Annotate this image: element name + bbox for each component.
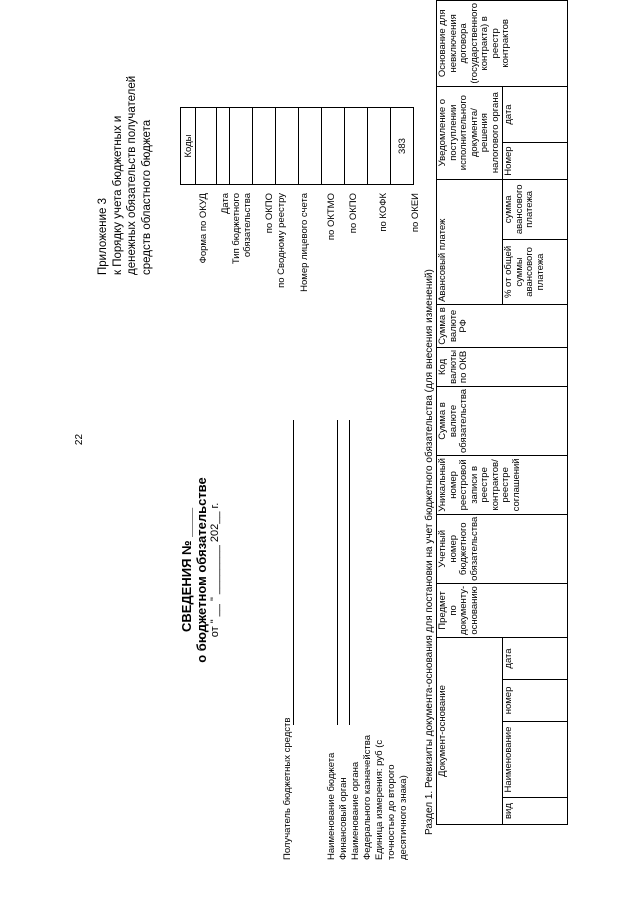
code-label: Номер лицевого счета: [299, 193, 310, 292]
th-sum-currency: Сумма в валюте обязательства: [437, 386, 568, 455]
th-reg-number: Учетный номер бюджетного обязательства: [437, 514, 568, 583]
field-label: Получатель бюджетных средств: [282, 717, 293, 860]
th-subject: Предмет по документу-основанию: [437, 583, 568, 637]
title-line: СВЕДЕНИЯ № ____: [179, 507, 194, 633]
th-notice: Уведомление о поступлении исполнительного документа/ решения налогового органа: [437, 86, 503, 179]
field-recipient: [282, 420, 294, 860]
code-cell: [217, 108, 230, 185]
appendix-line: к Порядку учета бюджетных и: [111, 115, 124, 275]
th-notice-number: Номер: [503, 143, 568, 179]
th-number: номер: [503, 679, 568, 721]
main-table: [436, 0, 568, 825]
th-unique-number: Уникальный номер реестровой записи в реестре контрактов/ реестре соглашений: [437, 456, 568, 515]
title-line: о бюджетном обязательстве: [194, 477, 209, 663]
code-label: по ОКЕИ: [410, 193, 421, 233]
th-notice-date: дата: [503, 86, 568, 143]
field-fin-organ: [338, 420, 350, 860]
appendix-line: Приложение 3: [97, 197, 109, 275]
code-cell: [345, 108, 368, 185]
code-cell-okei: 383: [391, 108, 414, 185]
th-name: Наименование: [503, 721, 568, 797]
th-advance-pct: % от общей суммы авансового платежа: [503, 239, 568, 304]
th-date: дата: [503, 638, 568, 680]
th-doc-basis: Документ-основание: [437, 638, 503, 825]
field-label: Финансовый орган: [338, 777, 349, 860]
code-label: Тип бюджетного обязательства: [231, 193, 253, 265]
th-advance-sum: сумма авансового платежа: [503, 179, 568, 239]
code-label: по Сводному реестру: [276, 193, 287, 288]
th-reason: Основание для невключения договора (государственного контракта) в реестр контрактов: [437, 1, 568, 87]
code-label: по ОКТМО: [326, 193, 337, 241]
th-advance: Авансовый платеж: [437, 179, 503, 304]
code-label: по ОКПО: [264, 193, 275, 234]
field-label: Наименование органа Федерального казначейства: [350, 735, 373, 860]
field-budget: [326, 420, 338, 860]
field-label: Единица измерения: руб (с точностью до второго десятичного знака): [374, 739, 409, 860]
th-currency-code: Код валюты по ОКВ: [437, 347, 568, 386]
codes-table: [180, 107, 414, 185]
field-treasury: [350, 725, 374, 860]
code-cell: [253, 108, 276, 185]
code-label: по ОКПО: [348, 193, 359, 234]
th-sum-rub: Сумма в валюте РФ: [437, 304, 568, 347]
code-cell: [322, 108, 345, 185]
code-cell: [230, 108, 253, 185]
form-title: [179, 435, 209, 705]
code-cell: [299, 108, 322, 185]
code-cell: [276, 108, 299, 185]
code-label: по КОФК: [378, 193, 389, 232]
field-unit: [374, 725, 410, 860]
code-label: Форма по ОКУД: [198, 193, 209, 264]
th-vid: вид: [503, 798, 568, 825]
appendix-note: [96, 45, 154, 275]
code-cell: [368, 108, 391, 185]
code-cell: [196, 108, 217, 185]
appendix-line: средств областного бюджета: [140, 119, 153, 275]
section-title: Раздел 1. Реквизиты документа-основания для постановки на учет бюджетного обязательства (для внесения изменений): [424, 269, 435, 835]
appendix-line: денежных обязательств получателей: [126, 75, 138, 275]
form-date: от " __ " ________ 202__ г.: [209, 502, 221, 638]
field-label: Наименование бюджета: [326, 752, 337, 860]
page-number: 22: [74, 433, 86, 446]
code-label: Дата: [220, 193, 231, 215]
codes-header: Коды: [181, 108, 196, 185]
